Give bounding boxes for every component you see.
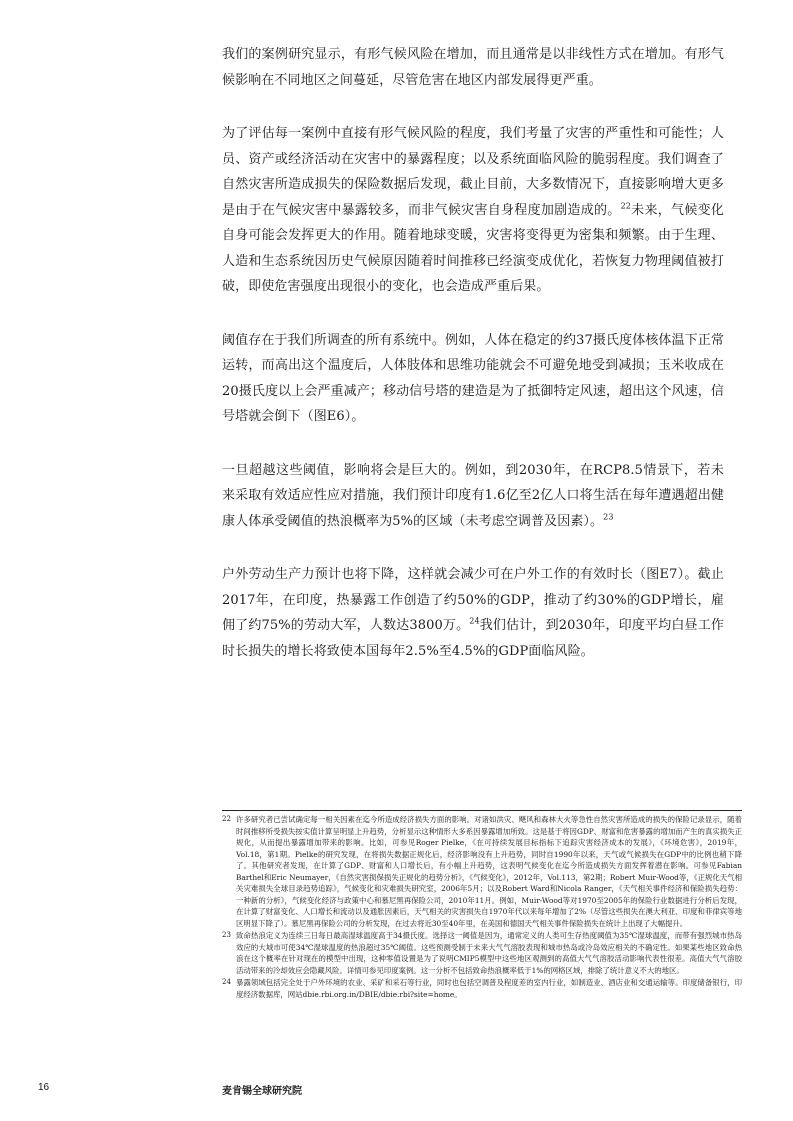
- footnote-23: [222, 930, 742, 976]
- paragraph-2: 为了评估每一案例中直接有形气候风险的程度，我们考量了灾害的严重性和可能性；人员、资产或经济活动在灾害中的暴露程度；以及系统面临风险的脆弱程度。我们调查了自然灾害所造成损失的保险数据后发现，截止目前，大多数情况下，直接影响增大更多是由于在气候灾害中暴露较多，而非气候灾害自身程度加剧造成的。$^{22}$未来，气候变化自身可能会发挥更大的作用。随着地球变暖，灾害将变得更为密集和频繁。由于生理、人造和生态系统因历史气候原因随着时间推移已经演变成优化，若恢复力物理阈值被打破，即使危害强度出现很小的变化，也会造成严重后果。: [222, 126, 724, 294]
- organization-name: 麦肯锡全球研究院: [222, 1086, 302, 1097]
- footnote-ref-24[interactable]: 24: [469, 616, 480, 626]
- paragraph-1: 我们的案例研究显示，有形气候风险在增加，而且通常是以非线性方式在增加。有形气候影响在不同地区之间蔓延，尽管危害在地区内部发展得更严重。: [222, 47, 724, 88]
- footnote-24: [222, 977, 742, 1000]
- footnote-text: 致命热浪定义为连续三日每日最高湿球温度高于34摄氏度。选择这一阈值是因为，通常定义的人类可生存热度阈值为35℃湿球温度，而带有强烈城市热岛效应的大城市可使34℃湿球温度的热浪超过35℃阈值。这些预测受制于未来大气气溶胶表现和城市热岛或冷岛效应相关的不确定性。如果某些地区致命热浪在这个概率在针对现在的模型中出现，这种零值设置是为了说明CMIP5模型中这些地区观测到的高值大气气溶胶活动影响代表性很差。高值大气气溶胶活动带来的冷却效应会隐藏风险。详情可参见印度案例。这一分析不包括致命热浪概率低于1%的网格区域，排除了统计意义不大的地区。: [236, 931, 742, 975]
- footnote-22: [222, 814, 742, 929]
- paragraph-5: 户外劳动生产力预计也将下降，这样就会减少可在户外工作的有效时长（图E7）。截止2017年，在印度，热暴露工作创造了约50%的GDP，推动了约30%的GDP增长，雇佣了约75%的劳动大军，人数达3800万。$^{24}$我们估计，到2030年，印度平均白昼工作时长损失的增长将致使本国每年2.5%至4.5%的GDP面临风险。: [222, 567, 724, 659]
- footnote-number: 24: [222, 978, 231, 986]
- footnote-text: 暴露领域包括完全处于户外环境的农业、采矿和采石等行业，同时也包括空调普及程度差的室内行业，如制造业、酒店业和交通运输等。印度储备银行，印度经济数据库，网站dbie.rbi.org.in/DBIE/dbie.rbi?site=home。: [236, 978, 742, 999]
- paragraph-4: 一旦超越这些阈值，影响将会是巨大的。例如，到2030年，在RCP8.5情景下，若未来采取有效适应性应对措施，我们预计印度有1.6亿至2亿人口将生活在每年遭遇超出健康人体承受阈值的热浪概率为5%的区域（未考虑空调普及因素）。$^{23}$: [222, 462, 724, 529]
- footnote-ref-22[interactable]: 22: [620, 201, 631, 211]
- footnote-number: 22: [222, 815, 231, 823]
- footnote-number: 23: [222, 931, 231, 939]
- page-number: 16: [38, 1082, 50, 1093]
- footnotes: [222, 814, 742, 1001]
- footnote-text: 许多研究者已尝试确定每一相关因素在迄今所造成经济损失方面的影响。对诸如洪灾、飓风和森林大火等急性自然灾害所造成的损失的保险记录显示，随着时间推移所受损失按实值计算呈明显上升趋势，分析显示这种情形大多系因暴露增加所致。这是基于将因GDP、财富和危害暴露的增加而产生的真实损失正规化，从而提出暴露增加带来的影响。比如，可参见Roger Pielke，《在可持续发展目标指标下追踪灾害经济成本的发展》，《环境危害》，2019年，Vol.18，第1期。Pielke的研究发现，在将损失数据正规化后，经济影响没有上升趋势，同时自1990年以来，天气或气候损失在GDP中的比例也稍下降了。其他研究者发现，在计算了GDP、财富和人口增长后，有小幅上升趋势，这表明气候变化在迄今所造成损失方面发挥着潜在影响。可参见Fabian Barthel和Eric Neumayer，《自然灾害损保损失正规化的趋势分析》，《气候变化》，2012年，Vol.113，第2期；Robert Muir-Wood等，《正规化天气相关灾难损失全球目录趋势追踪》，气候变化和灾难损失研究室，2006年5月；以及Robert Ward和Nicola Ranger，《天气相关事件经济和保险损失趋势：一种新的分析》，气候变化经济与政策中心和慕尼黑再保险公司，2010年11月。例如，Muir-Wood等对1970至2005年的保险行业数据进行分析后发现，在计算了财富变化、人口增长和流动以及通胀因素后，天气相关的灾害损失自1970年代以来每年增加了2%（尽管这些损失在澳大利亚、印度和菲律宾等地区明显下降了）。慕尼黑再保险公司的分析发现，在过去将近30至40年里，在美国和德国天气相关事件保险损失在统计上出现了大幅提升。: [236, 815, 742, 928]
- body-text: [222, 42, 724, 692]
- footnote-divider: [222, 810, 742, 811]
- footnote-ref-23[interactable]: 23: [603, 512, 614, 522]
- paragraph-3: 阈值存在于我们所调查的所有系统中。例如，人体在稳定的约37摄氏度体核体温下正常运转，而高出这个温度后，人体肢体和思维功能就会不可避免地受到减损；玉米收成在20摄氏度以上会严重减产；移动信号塔的建造是为了抵御特定风速，超出这个风速，信号塔就会倒下（图E6）。: [222, 332, 724, 424]
